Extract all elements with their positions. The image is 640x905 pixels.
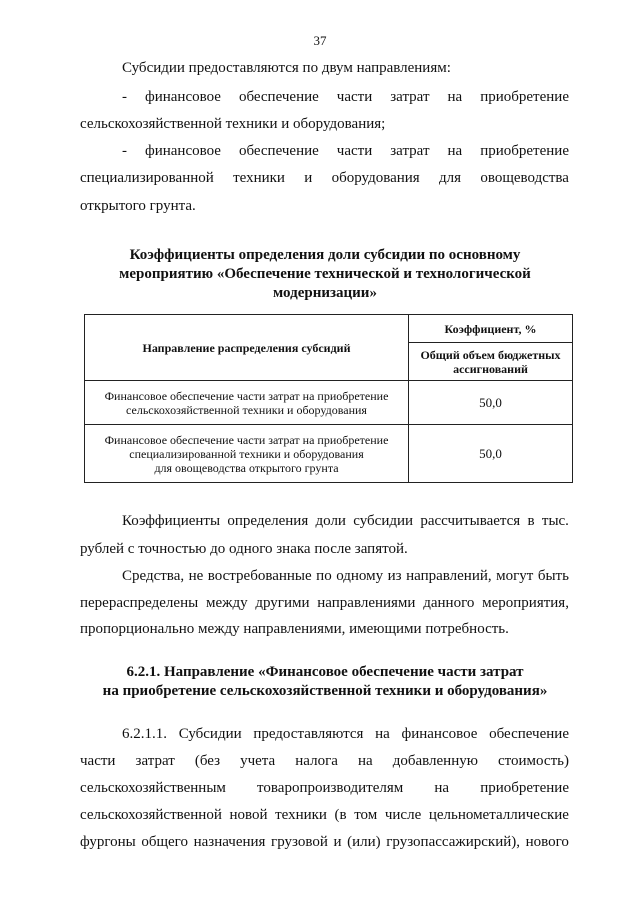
table-heading-line-1: Коэффициенты определения доли субсидии по основному bbox=[129, 247, 521, 263]
section-heading-line-2: на приобретение сельскохозяйственной техники и оборудования» bbox=[102, 683, 548, 699]
paragraph-2-line-1: Средства, не востребованные по одному из направлений, могут быть bbox=[122, 568, 569, 584]
paragraph-3-line-2: части затрат (без учета налога на добавленную стоимость) bbox=[80, 753, 569, 769]
header-direction: Направление распределения субсидий bbox=[85, 315, 409, 381]
paragraph-2-line-2: перераспределены между другими направлениями данного мероприятия, bbox=[80, 595, 569, 611]
paragraph-3-line-3: сельскохозяйственным товаропроизводителям на приобретение bbox=[80, 780, 569, 796]
paragraph-2-line-3: пропорционально между направлениями, имеющими потребность. bbox=[80, 621, 509, 637]
section-heading-line-1: 6.2.1. Направление «Финансовое обеспечение части затрат bbox=[126, 664, 524, 680]
table-row bbox=[85, 381, 573, 425]
list-item-2-line-3: открытого грунта. bbox=[80, 198, 196, 214]
list-item-1-line-2: сельскохозяйственной техники и оборудования; bbox=[80, 116, 386, 132]
header-coefficient: Коэффициент, % bbox=[409, 315, 573, 343]
table-header-row bbox=[85, 315, 573, 343]
row-value: 50,0 bbox=[409, 381, 573, 425]
paragraph-3-line-4: сельскохозяйственной новой техники (в том числе цельнометаллические bbox=[80, 807, 569, 823]
intro-line: Субсидии предоставляются по двум направлениям: bbox=[122, 60, 451, 76]
paragraph-1-line-2: рублей с точностью до одного знака после запятой. bbox=[80, 541, 408, 557]
paragraph-3-line-5: фургоны общего назначения грузовой и (или) грузопассажирский), нового bbox=[80, 834, 569, 850]
row-direction: Финансовое обеспечение части затрат на приобретение специализированной техники и оборудования для овощеводства открытого грунта bbox=[85, 425, 409, 483]
paragraph-1-line-1: Коэффициенты определения доли субсидии рассчитывается в тыс. bbox=[122, 513, 569, 529]
table-heading-line-2: мероприятию «Обеспечение технической и технологической bbox=[119, 266, 531, 282]
table-row bbox=[85, 425, 573, 483]
table-heading-line-3: модернизации» bbox=[273, 285, 377, 301]
list-item-1-line-1: - финансовое обеспечение части затрат на приобретение bbox=[122, 89, 569, 105]
paragraph-3-line-1: 6.2.1.1. Субсидии предоставляются на финансовое обеспечение bbox=[122, 726, 569, 742]
row-direction: Финансовое обеспечение части затрат на приобретение сельскохозяйственной техники и оборудования bbox=[85, 381, 409, 425]
page-number: 37 bbox=[313, 33, 327, 48]
row-value: 50,0 bbox=[409, 425, 573, 483]
header-total-budget: Общий объем бюджетных ассигнований bbox=[409, 343, 573, 381]
list-item-2-line-1: - финансовое обеспечение части затрат на приобретение bbox=[122, 143, 569, 159]
coefficients-table bbox=[84, 314, 573, 483]
list-item-2-line-2: специализированной техники и оборудования для овощеводства bbox=[80, 170, 569, 186]
